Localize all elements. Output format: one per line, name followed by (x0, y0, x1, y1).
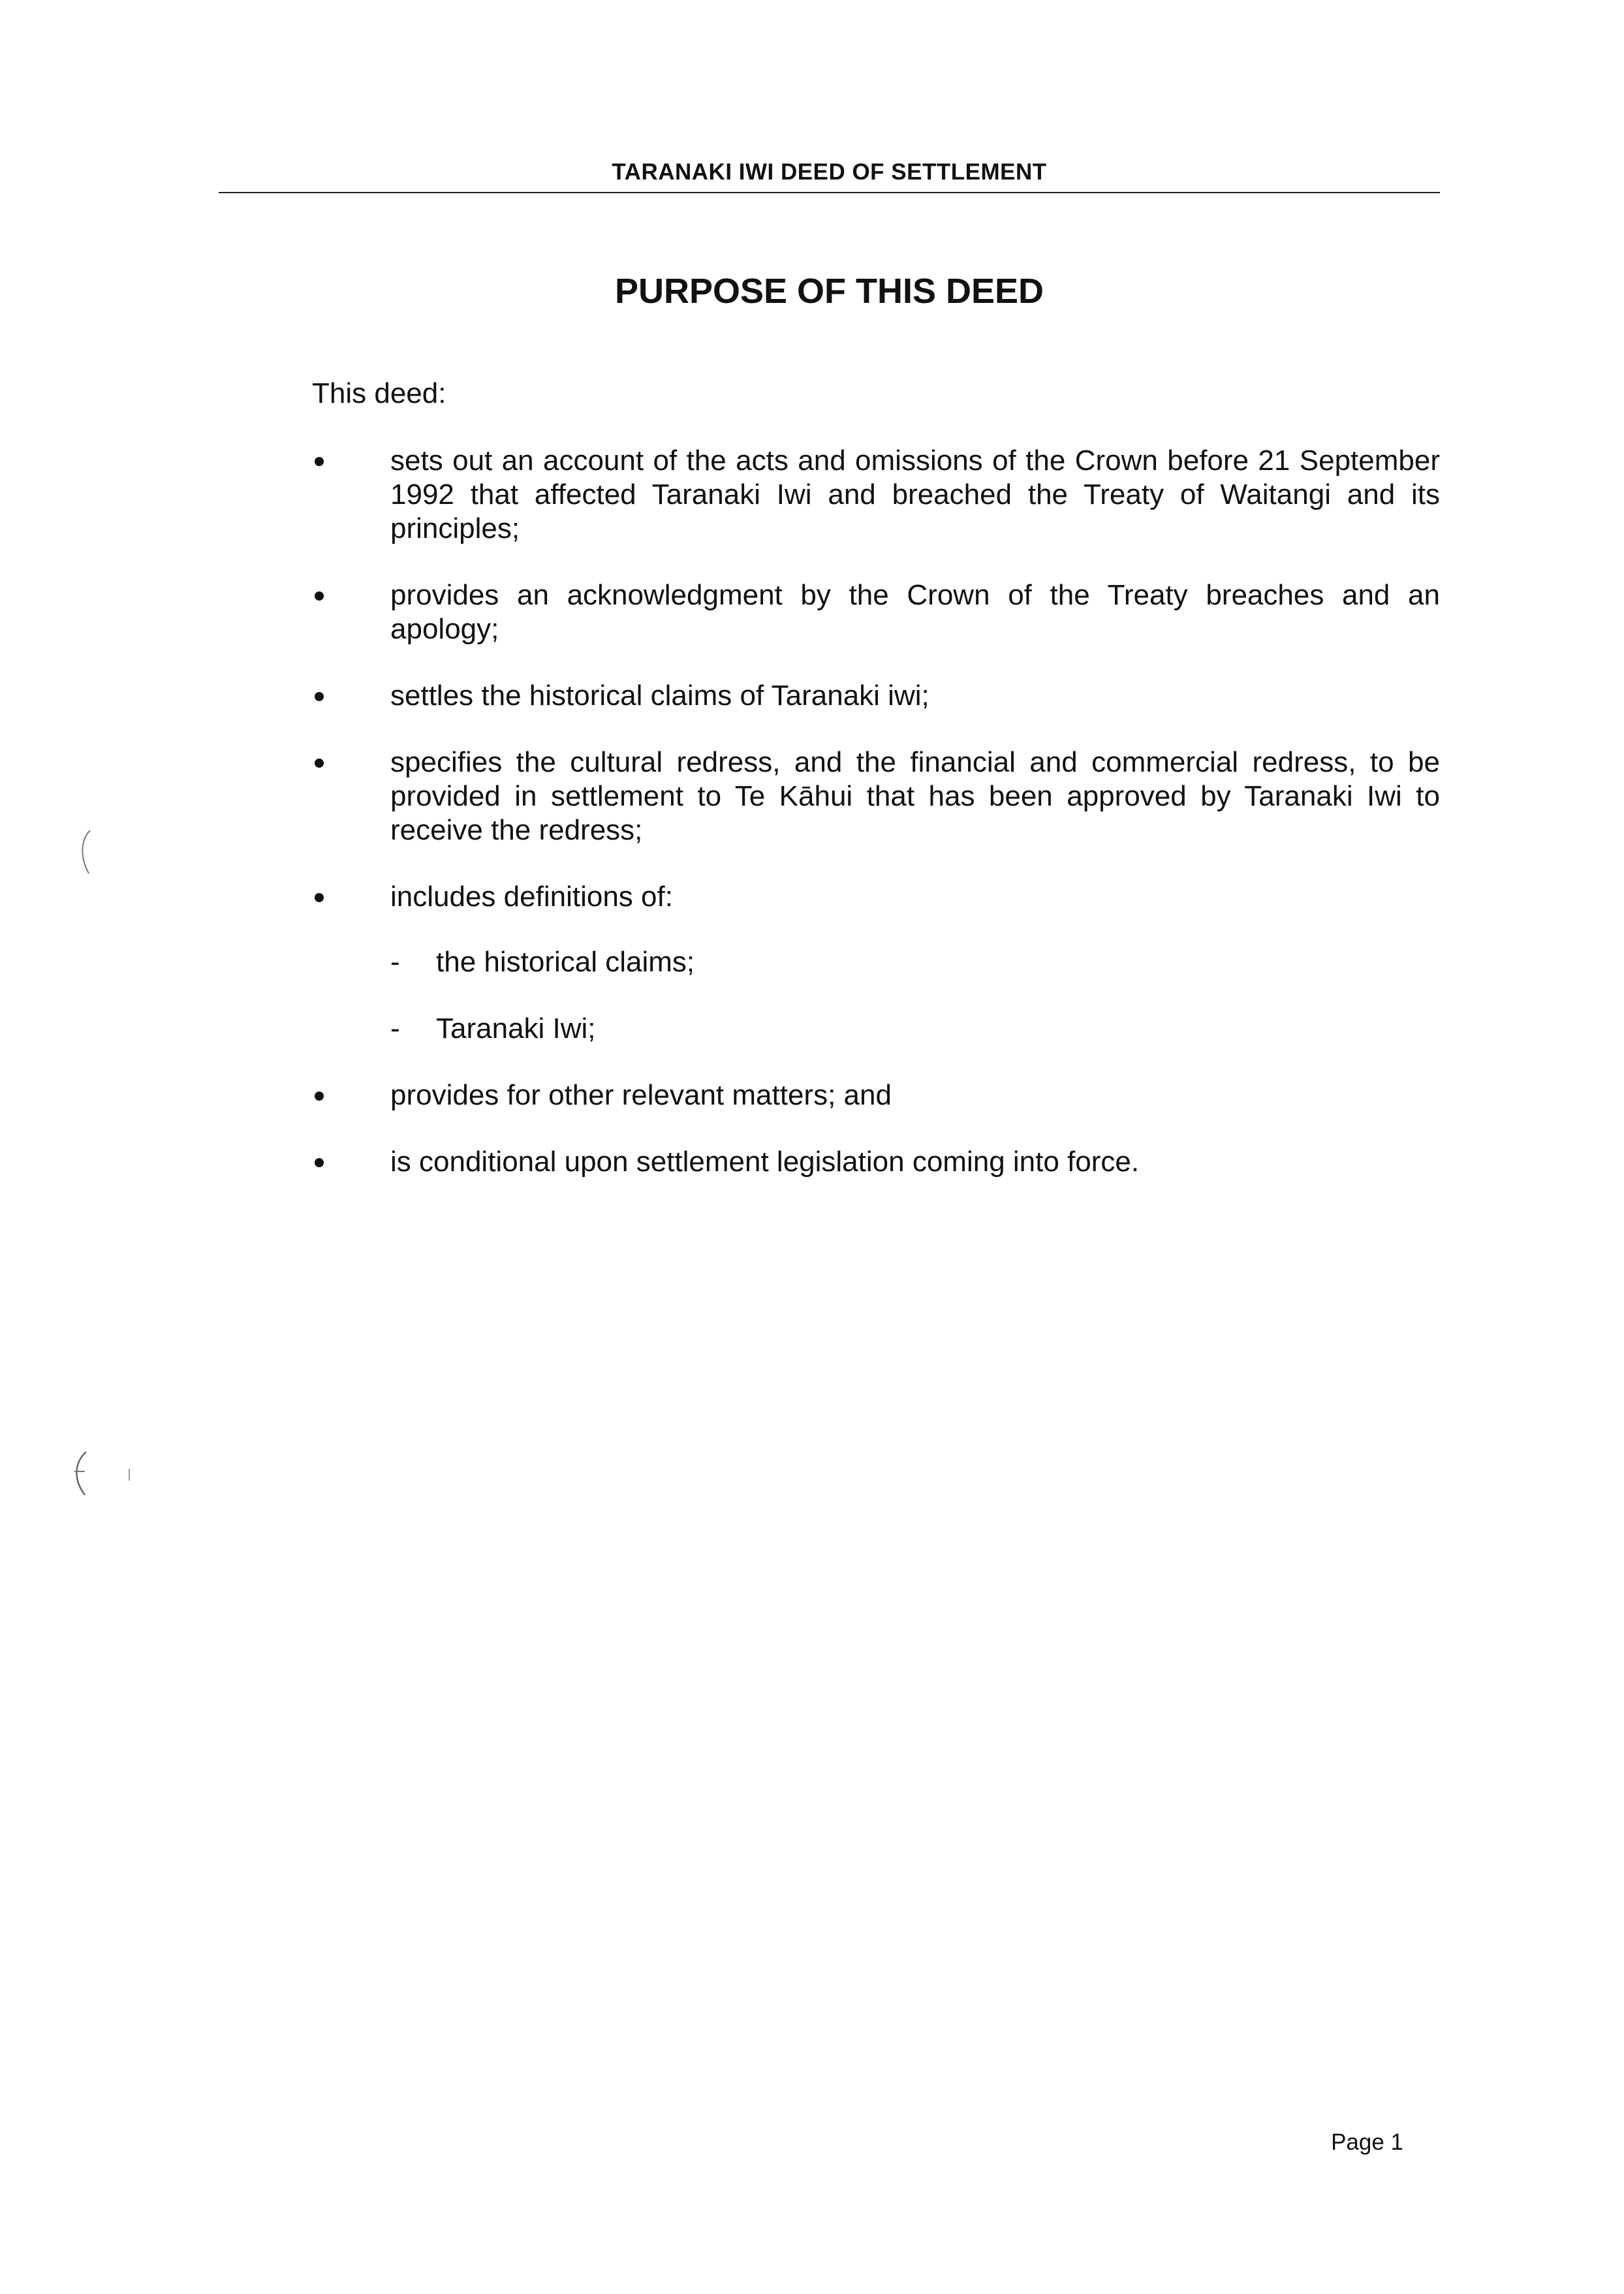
sublist-item (390, 945, 1440, 979)
list-item-text: specifies the cultural redress, and the financial and commercial redress, to be provided in settlement to Te Kāhui that has been approved by Taranaki Iwi to receive the redress; (390, 746, 1440, 846)
list-item-text: provides an acknowledgment by the Crown of the Treaty breaches and an apology; (390, 579, 1440, 645)
list-item (312, 880, 1440, 1046)
list-item-text: sets out an account of the acts and omissions of the Crown before 21 September 1992 that affected Taranaki Iwi and breached the Treaty of Waitangi and its principles; (390, 445, 1440, 544)
list-item-text: is conditional upon settlement legislation coming into force. (390, 1146, 1140, 1178)
list-item (312, 1145, 1440, 1179)
list-item-text: settles the historical claims of Taranaki iwi; (390, 680, 929, 712)
intro-text: This deed: (312, 377, 446, 409)
bullet-icon (315, 1158, 324, 1167)
dash-icon: - (390, 1013, 400, 1045)
list-item-text: includes definitions of: (390, 881, 673, 913)
scan-mark-icon (77, 828, 94, 876)
list-item (312, 444, 1440, 546)
bullet-icon (315, 457, 324, 466)
purpose-list (312, 444, 1440, 1212)
bullet-icon (315, 1092, 324, 1101)
list-item-text: provides for other relevant matters; and (390, 1079, 892, 1111)
header-rule (219, 192, 1440, 193)
sublist-item-text: Taranaki Iwi; (436, 1013, 596, 1045)
dash-icon: - (390, 946, 400, 978)
definitions-sublist (390, 945, 1440, 1046)
sublist-item-text: the historical claims; (436, 946, 695, 978)
sublist-item (390, 1012, 1440, 1046)
list-item (312, 1078, 1440, 1112)
list-item (312, 746, 1440, 847)
list-item (312, 679, 1440, 713)
bullet-icon (315, 692, 324, 701)
list-item (312, 578, 1440, 646)
bullet-icon (315, 893, 324, 902)
bullet-icon (315, 591, 324, 601)
scan-mark-icon (65, 1449, 137, 1498)
page-number: Page 1 (1331, 2129, 1403, 2155)
running-header: TARANAKI IWI DEED OF SETTLEMENT (612, 159, 1047, 185)
page-title: PURPOSE OF THIS DEED (614, 272, 1044, 311)
bullet-icon (315, 759, 324, 768)
